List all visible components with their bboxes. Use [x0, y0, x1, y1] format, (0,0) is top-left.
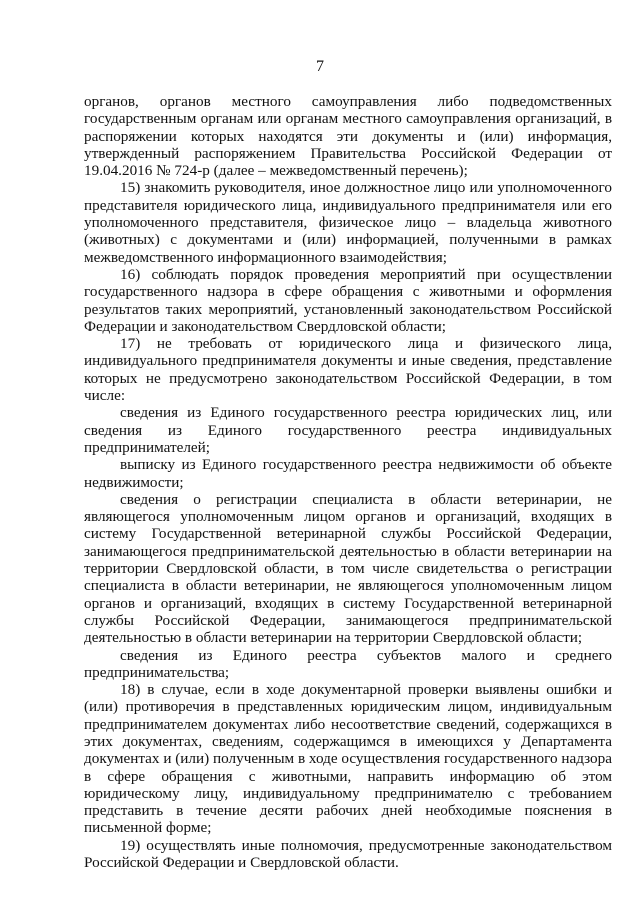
paragraph-item-15: 15) знакомить руководителя, иное должностное лицо или уполномоченного представителя юридического лица, индивидуального предпринимателя или его уполномоченного представителя, физическое лицо – владельца животного (животных) с документами и (или) информацией, полученными в рамках межведомственного информационного взаимодействия; [84, 179, 612, 266]
paragraph-item-17: 17) не требовать от юридического лица и физического лица, индивидуального предпринимателя документы и иные сведения, представление которых не предусмотрено законодательством Российской Федерации, в том числе: [84, 335, 612, 405]
paragraph-item-18: 18) в случае, если в ходе документарной проверки выявлены ошибки и (или) противоречия в представленных юридическим лицом, индивидуальным предпринимателем документах либо несоответствие сведений, содержащихся в этих документах, сведениям, содержащимся в имеющихся у Департамента документах и (или) полученным в ходе осуществления государственного надзора в сфере обращения с животными, направить информацию об этом юридическому лицу, индивидуальному предпринимателю с требованием представить в течение десяти рабочих дней необходимые пояснения в письменной форме; [84, 681, 612, 837]
paragraph-continuation: органов, органов местного самоуправления либо подведомственных государственным органам или органам местного самоуправления организаций, в распоряжении которых находятся эти документы и (или) информация, утвержденный распоряжением Правительства Российской Федерации от 19.04.2016 № 724-р (далее – межведомственный перечень); [84, 93, 612, 180]
paragraph-subitem-egrn: выписку из Единого государственного реестра недвижимости об объекте недвижимости; [84, 456, 612, 491]
page-number: 7 [316, 58, 324, 75]
paragraph-subitem-smb-registry: сведения из Единого реестра субъектов малого и среднего предпринимательства; [84, 646, 612, 681]
document-body [84, 93, 612, 871]
paragraph-item-19: 19) осуществлять иные полномочия, предусмотренные законодательством Российской Федерации и Свердловской области. [84, 836, 612, 872]
paragraph-item-16: 16) соблюдать порядок проведения мероприятий при осуществлении государственного надзора в сфере обращения с животными и оформления результатов таких мероприятий, установленный законодательством Российской Федерации и законодательством Свердловской области; [84, 265, 612, 335]
paragraph-subitem-vet-registration: сведения о регистрации специалиста в области ветеринарии, не являющегося уполномоченным лицом органов и организаций, входящих в систему Государственной ветеринарной службы Российской Федерации, занимающегося предпринимательской деятельностью в области ветеринарии на территории Свердловской области, в том числе свидетельства о регистрации специалиста в области ветеринарии, не являющегося уполномоченным лицом органов и организаций, входящих в систему Государственной ветеринарной службы Российской Федерации, занимающегося предпринимательской деятельностью в области ветеринарии на территории Свердловской области; [84, 490, 612, 647]
paragraph-subitem-egrul: сведения из Единого государственного реестра юридических лиц, или сведения из Единого государственного реестра индивидуальных предпринимателей; [84, 404, 612, 456]
